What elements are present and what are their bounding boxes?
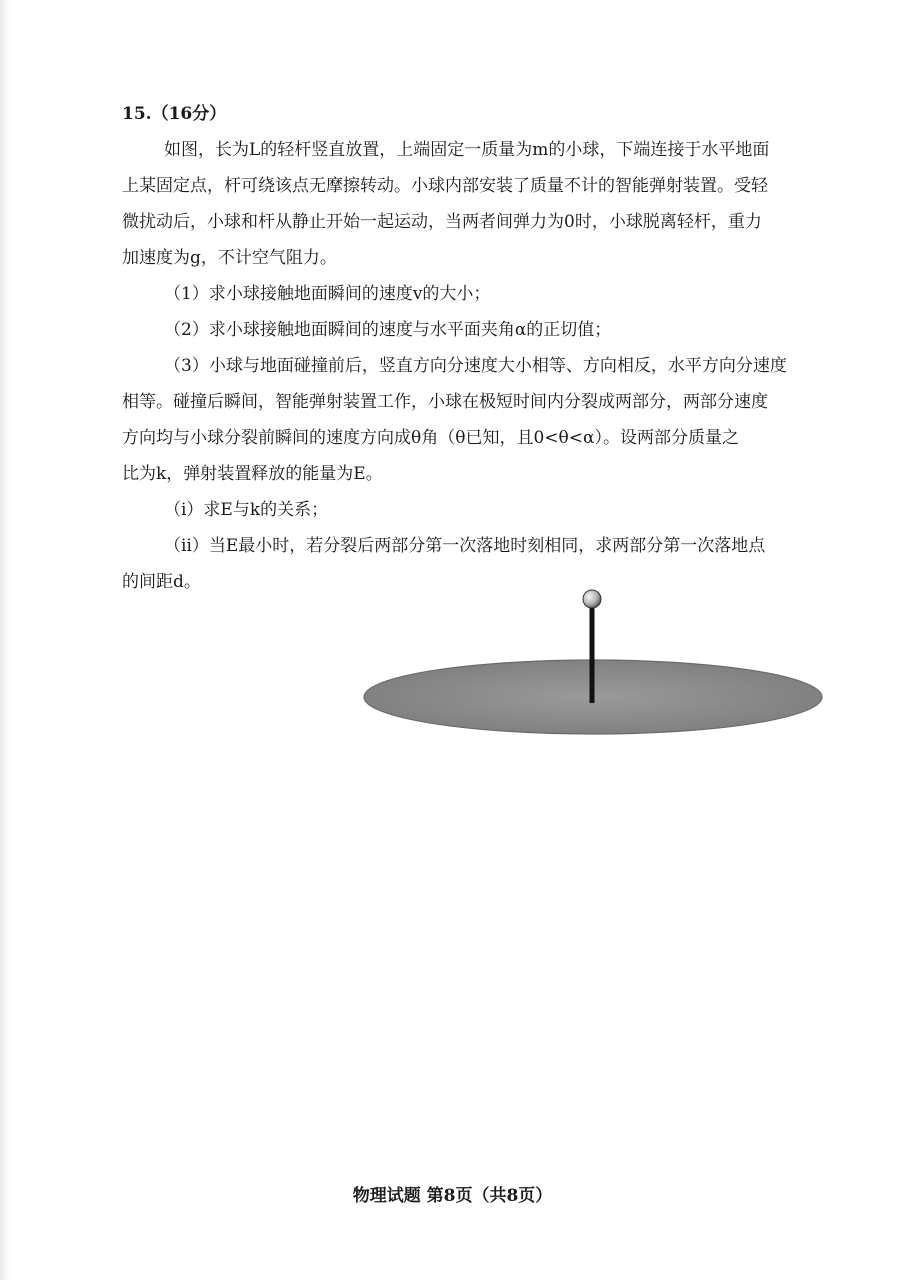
- page-footer: 物理试题 第8页（共8页）: [352, 1186, 553, 1206]
- sub-question-ii-line-2: 的间距d。: [122, 572, 201, 592]
- intro-line-4: 加速度为g，不计空气阻力。: [122, 248, 337, 268]
- part-3-line-2: 相等。碰撞后瞬间，智能弹射装置工作，小球在极短时间内分裂成两部分，两部分速度: [122, 392, 768, 412]
- rod-ball-figure: [362, 585, 828, 745]
- intro-line-2: 上某固定点，杆可绕该点无摩擦转动。小球内部安装了质量不计的智能弹射装置。受轻: [122, 176, 768, 196]
- ball: [583, 590, 601, 608]
- question-number: 15.（16分）: [122, 104, 227, 124]
- part-3-line-4: 比为k，弹射装置释放的能量为E。: [122, 464, 383, 484]
- intro-line-3: 微扰动后，小球和杆从静止开始一起运动，当两者间弹力为0时，小球脱离轻杆，重力: [122, 212, 762, 232]
- sub-question-i: （ⅰ）求E与k的关系；: [164, 500, 329, 520]
- part-3-line-1: （3）小球与地面碰撞前后，竖直方向分速度大小相等、方向相反，水平方向分速度: [164, 356, 787, 376]
- part-3-line-3: 方向均与小球分裂前瞬间的速度方向成θ角（θ已知，且0<θ<α）。设两部分质量之: [122, 428, 739, 448]
- intro-line-1: 如图，长为L的轻杆竖直放置，上端固定一质量为m的小球，下端连接于水平地面: [164, 140, 770, 160]
- part-1: （1）求小球接触地面瞬间的速度v的大小；: [164, 284, 491, 304]
- sub-question-ii-line-1: （ⅱ）当E最小时，若分裂后两部分第一次落地时刻相同，求两部分第一次落地点: [164, 536, 766, 556]
- part-2: （2）求小球接触地面瞬间的速度与水平面夹角α的正切值；: [164, 320, 612, 340]
